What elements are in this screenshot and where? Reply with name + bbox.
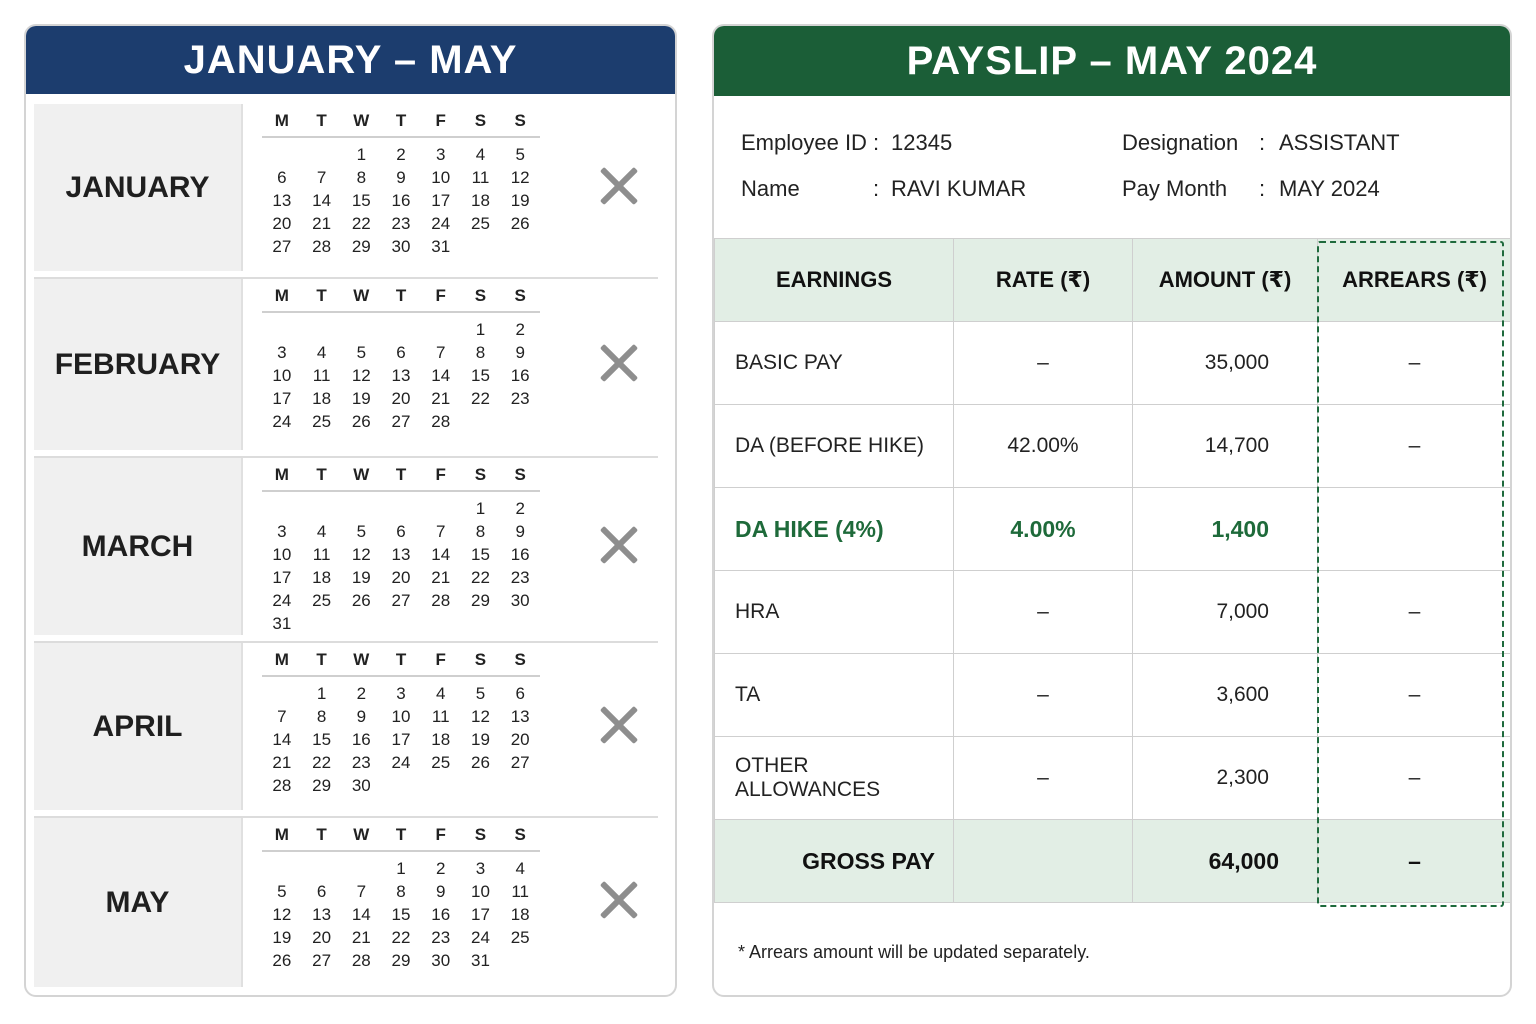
day-cell: 3 [475, 858, 486, 878]
day-cell: 9 [396, 167, 406, 187]
day-cell: 2 [515, 319, 525, 339]
week-row [262, 751, 540, 774]
day-cell: 13 [510, 706, 530, 726]
name-value: RAVI KUMAR [891, 176, 1027, 201]
earning-name: DA (BEFORE HIKE) [715, 405, 954, 488]
day-cell: 2 [396, 144, 406, 164]
day-cell: 30 [351, 775, 371, 795]
day-cell: 6 [396, 342, 406, 362]
day-cell: 19 [470, 729, 490, 749]
day-cell: 25 [470, 213, 490, 233]
month-name: MARCH [34, 458, 241, 635]
day-cell: 15 [391, 904, 411, 924]
weekday-header [262, 281, 540, 313]
weekday-label: M [274, 650, 289, 669]
weekday-label: S [474, 825, 487, 844]
table-row-highlight [715, 488, 1512, 571]
day-cell: 30 [431, 950, 451, 970]
day-cell: 10 [272, 365, 292, 385]
day-cell: 25 [312, 590, 332, 610]
weekday-label: T [316, 825, 327, 844]
day-cell: 26 [470, 752, 490, 772]
day-cell: 15 [312, 729, 332, 749]
day-cell: 15 [470, 365, 490, 385]
day-cell: 20 [510, 729, 530, 749]
week-row [262, 387, 540, 410]
weekday-header [262, 460, 540, 492]
day-cell: 12 [272, 904, 292, 924]
day-cell: 14 [272, 729, 292, 749]
day-cell: 17 [470, 904, 490, 924]
day-cell: 8 [475, 342, 486, 362]
day-cell: 2 [515, 498, 525, 518]
day-cell: 11 [471, 167, 490, 187]
weekday-header [262, 645, 540, 677]
day-cell: 14 [431, 365, 451, 385]
mini-calendar [262, 281, 540, 433]
weekday-label: W [353, 650, 370, 669]
day-cell: 27 [391, 411, 411, 431]
week-row [262, 497, 540, 520]
week-row [262, 589, 540, 612]
day-cell: 18 [431, 729, 451, 749]
day-cell: 23 [431, 927, 451, 947]
earning-amount: 35,000 [1133, 322, 1318, 405]
weekday-label: T [395, 286, 407, 305]
day-cell: 20 [272, 213, 292, 233]
designation-label: Designation [1122, 130, 1239, 155]
day-cell: 9 [436, 881, 446, 901]
day-cell: 23 [510, 567, 530, 587]
table-row [715, 654, 1512, 737]
table-row [715, 571, 1512, 654]
day-cell: 22 [470, 567, 490, 587]
month-block-march [34, 458, 658, 643]
close-icon [599, 343, 639, 383]
day-cell: 22 [470, 388, 490, 408]
payslip-panel [712, 24, 1512, 997]
day-cell: 6 [515, 683, 525, 703]
weekday-label: T [316, 465, 327, 484]
week-row [262, 926, 540, 949]
day-cell: 8 [316, 706, 327, 726]
day-cell: 31 [470, 950, 490, 970]
day-cell: 16 [510, 544, 530, 564]
weekday-label: T [395, 650, 407, 669]
day-cell: 11 [312, 544, 331, 564]
day-cell: 1 [316, 683, 327, 703]
pay-month-label: Pay Month [1122, 176, 1228, 201]
weekday-label: S [474, 111, 487, 130]
day-cell: 18 [510, 904, 530, 924]
weekday-label: S [474, 286, 487, 305]
day-cell: 20 [391, 567, 411, 587]
day-cell: 15 [351, 190, 371, 210]
day-cell: 17 [272, 567, 292, 587]
earning-arrears: – [1318, 737, 1512, 820]
weekday-label: T [316, 650, 327, 669]
column-header-earnings: EARNINGS [715, 239, 954, 322]
pay-month-value: MAY 2024 [1279, 176, 1380, 201]
day-cell: 19 [272, 927, 292, 947]
designation-value: ASSISTANT [1279, 130, 1400, 155]
day-cell: 4 [316, 342, 327, 362]
week-row [262, 774, 540, 797]
day-cell: 26 [351, 411, 371, 431]
day-cell: 27 [312, 950, 332, 970]
day-cell: 25 [510, 927, 530, 947]
close-icon [599, 525, 639, 565]
day-cell: 10 [391, 706, 411, 726]
earning-rate: – [954, 322, 1133, 405]
week-row [262, 189, 540, 212]
day-cell: 20 [391, 388, 411, 408]
earning-rate: – [954, 654, 1133, 737]
day-cell: 24 [272, 590, 292, 610]
weekday-label: S [514, 286, 526, 305]
day-cell: 13 [272, 190, 292, 210]
earning-arrears [1318, 488, 1512, 571]
month-name: FEBRUARY [34, 279, 241, 450]
day-cell: 12 [470, 706, 490, 726]
day-cell: 25 [431, 752, 451, 772]
day-cell: 13 [391, 365, 411, 385]
month-name: JANUARY [34, 104, 241, 271]
day-cell: 29 [470, 590, 490, 610]
weekday-label: T [395, 111, 407, 130]
table-row [715, 405, 1512, 488]
week-row [262, 949, 540, 972]
earning-arrears: – [1318, 571, 1512, 654]
day-cell: 10 [431, 167, 451, 187]
weekday-label: T [395, 465, 407, 484]
day-cell: 9 [356, 706, 367, 726]
earning-rate: 4.00% [954, 488, 1133, 571]
day-cell: 18 [312, 567, 332, 587]
day-cell: 28 [312, 236, 332, 256]
day-cell: 4 [515, 858, 525, 878]
day-cell: 11 [431, 706, 450, 726]
day-cell: 9 [515, 342, 525, 362]
day-cell: 16 [510, 365, 530, 385]
week-row [262, 212, 540, 235]
day-cell: 22 [351, 213, 371, 233]
mini-calendar [262, 460, 540, 635]
mini-calendar [262, 106, 540, 258]
day-cell: 19 [351, 567, 371, 587]
day-cell: 8 [356, 167, 367, 187]
weekday-label: F [435, 825, 446, 844]
weekday-label: F [435, 286, 446, 305]
earning-amount: 1,400 [1133, 488, 1318, 571]
earning-arrears: – [1318, 405, 1512, 488]
day-cell: 8 [475, 521, 486, 541]
day-cell: 21 [431, 567, 451, 587]
weekday-label: F [435, 111, 446, 130]
employee-info [714, 96, 1510, 238]
day-cell: 21 [351, 927, 371, 947]
day-cell: 4 [436, 683, 446, 703]
close-icon [599, 880, 639, 920]
day-cell: 26 [510, 213, 530, 233]
weekday-label: W [353, 111, 370, 130]
table-row [715, 737, 1512, 820]
close-icon [599, 705, 639, 745]
day-cell: 1 [475, 498, 486, 518]
employee-id-colon: : [873, 130, 880, 155]
weekday-header [262, 106, 540, 138]
earning-arrears: – [1318, 654, 1512, 737]
weekday-label: S [514, 465, 526, 484]
day-cell: 24 [431, 213, 451, 233]
day-cell: 24 [470, 927, 490, 947]
earning-arrears: – [1318, 322, 1512, 405]
day-cell: 3 [277, 342, 287, 362]
day-cell: 14 [312, 190, 332, 210]
earning-amount: 7,000 [1133, 571, 1318, 654]
calendar-title: JANUARY – MAY [26, 26, 675, 94]
day-cell: 23 [391, 213, 411, 233]
day-cell: 5 [515, 144, 525, 164]
month-block-april [34, 643, 658, 818]
day-cell: 28 [351, 950, 371, 970]
day-cell: 12 [351, 544, 371, 564]
weekday-label: S [474, 650, 487, 669]
earning-name: DA HIKE (4%) [715, 488, 954, 571]
day-cell: 14 [351, 904, 371, 924]
day-cell: 5 [356, 342, 367, 362]
day-cell: 7 [316, 167, 327, 187]
weekday-label: M [274, 111, 289, 130]
day-cell: 6 [396, 521, 406, 541]
weekday-label: S [514, 825, 526, 844]
earning-rate: – [954, 571, 1133, 654]
day-cell: 30 [510, 590, 530, 610]
day-cell: 27 [272, 236, 292, 256]
day-cell: 28 [272, 775, 292, 795]
day-cell: 5 [277, 881, 287, 901]
week-row [262, 166, 540, 189]
weekday-header [262, 820, 540, 852]
weekday-label: F [435, 650, 446, 669]
earning-amount: 14,700 [1133, 405, 1318, 488]
employee-id-value: 12345 [891, 130, 953, 155]
earning-name: BASIC PAY [715, 322, 954, 405]
earning-amount: 3,600 [1133, 654, 1318, 737]
day-cell: 10 [470, 881, 490, 901]
day-cell: 1 [396, 858, 406, 878]
day-cell: 7 [356, 881, 367, 901]
weekday-label: S [514, 111, 526, 130]
day-cell: 11 [511, 881, 529, 901]
week-row [262, 341, 540, 364]
day-cell: 4 [316, 521, 327, 541]
month-name: MAY [34, 818, 241, 987]
day-cell: 28 [431, 590, 451, 610]
weekday-label: M [274, 825, 289, 844]
month-block-january [34, 104, 658, 279]
day-cell: 17 [391, 729, 411, 749]
day-cell: 18 [312, 388, 332, 408]
day-cell: 5 [356, 521, 367, 541]
designation-colon: : [1259, 130, 1266, 155]
day-cell: 3 [396, 683, 406, 703]
day-cell: 30 [391, 236, 411, 256]
week-row [262, 364, 540, 387]
day-cell: 19 [351, 388, 371, 408]
day-cell: 3 [436, 144, 446, 164]
day-cell: 13 [391, 544, 411, 564]
day-cell: 12 [351, 365, 371, 385]
weekday-label: S [514, 650, 526, 669]
day-cell: 24 [391, 752, 411, 772]
week-row [262, 410, 540, 433]
earning-name: HRA [715, 571, 954, 654]
name-colon: : [873, 176, 880, 201]
day-cell: 31 [272, 613, 292, 633]
day-cell: 27 [510, 752, 530, 772]
gross-pay-arrears: – [1318, 820, 1512, 903]
weekday-label: W [353, 825, 370, 844]
day-cell: 4 [475, 144, 486, 164]
name-label: Name [741, 176, 800, 201]
week-row [262, 566, 540, 589]
gross-pay-amount: 64,000 [1133, 820, 1318, 903]
mini-calendar [262, 645, 540, 797]
day-cell: 6 [277, 167, 287, 187]
day-cell: 7 [436, 342, 446, 362]
footnote: * Arrears amount will be updated separately. [738, 942, 1090, 962]
day-cell: 12 [510, 167, 530, 187]
day-cell: 31 [431, 236, 451, 256]
weekday-label: S [474, 465, 487, 484]
day-cell: 19 [510, 190, 530, 210]
employee-id-label: Employee ID [741, 130, 867, 155]
weekday-label: W [353, 286, 370, 305]
day-cell: 9 [515, 521, 525, 541]
week-row [262, 520, 540, 543]
day-cell: 24 [272, 411, 292, 431]
day-cell: 10 [272, 544, 292, 564]
weekday-label: T [395, 825, 407, 844]
day-cell: 29 [351, 236, 371, 256]
gross-pay-label: GROSS PAY [715, 820, 954, 903]
day-cell: 3 [277, 521, 287, 541]
earning-rate: 42.00% [954, 405, 1133, 488]
earning-amount: 2,300 [1133, 737, 1318, 820]
day-cell: 21 [431, 388, 451, 408]
day-cell: 14 [431, 544, 451, 564]
month-name: APRIL [34, 643, 241, 810]
week-row [262, 318, 540, 341]
week-row [262, 880, 540, 903]
week-row [262, 857, 540, 880]
day-cell: 13 [312, 904, 332, 924]
day-cell: 16 [391, 190, 411, 210]
day-cell: 2 [436, 858, 446, 878]
calendar-panel [24, 24, 677, 997]
week-row [262, 235, 540, 258]
day-cell: 11 [312, 365, 331, 385]
weekday-label: W [353, 465, 370, 484]
day-cell: 25 [312, 411, 332, 431]
day-cell: 5 [475, 683, 486, 703]
gross-pay-row [715, 820, 1512, 903]
gross-pay-rate [954, 820, 1133, 903]
day-cell: 27 [391, 590, 411, 610]
earnings-table [714, 238, 1512, 903]
table-header-row [715, 239, 1512, 322]
day-cell: 23 [351, 752, 371, 772]
day-cell: 16 [351, 729, 371, 749]
day-cell: 21 [272, 752, 292, 772]
day-cell: 17 [431, 190, 451, 210]
week-row [262, 728, 540, 751]
day-cell: 26 [272, 950, 292, 970]
day-cell: 29 [391, 950, 411, 970]
weekday-label: T [316, 111, 327, 130]
table-row [715, 322, 1512, 405]
month-block-february [34, 279, 658, 458]
day-cell: 17 [272, 388, 292, 408]
weekday-label: F [435, 465, 446, 484]
week-row [262, 705, 540, 728]
weekday-label: M [274, 465, 289, 484]
earning-name: OTHER ALLOWANCES [715, 737, 954, 820]
week-row [262, 612, 540, 635]
day-cell: 1 [356, 144, 367, 164]
weekday-label: T [316, 286, 327, 305]
pay-month-colon: : [1259, 176, 1266, 201]
day-cell: 1 [475, 319, 486, 339]
mini-calendar [262, 820, 540, 972]
week-row [262, 143, 540, 166]
day-cell: 7 [436, 521, 446, 541]
earning-rate: – [954, 737, 1133, 820]
weekday-label: M [274, 286, 289, 305]
day-cell: 22 [391, 927, 411, 947]
day-cell: 26 [351, 590, 371, 610]
day-cell: 29 [312, 775, 332, 795]
day-cell: 23 [510, 388, 530, 408]
day-cell: 2 [356, 683, 367, 703]
week-row [262, 682, 540, 705]
day-cell: 7 [277, 706, 287, 726]
day-cell: 16 [431, 904, 451, 924]
day-cell: 20 [312, 927, 332, 947]
earning-name: TA [715, 654, 954, 737]
day-cell: 18 [470, 190, 490, 210]
day-cell: 6 [316, 881, 327, 901]
day-cell: 21 [312, 213, 332, 233]
day-cell: 22 [312, 752, 332, 772]
payslip-title: PAYSLIP – MAY 2024 [714, 26, 1510, 96]
month-block-may [34, 818, 658, 993]
day-cell: 8 [396, 881, 406, 901]
day-cell: 28 [431, 411, 451, 431]
week-row [262, 543, 540, 566]
close-icon [599, 166, 639, 206]
day-cell: 15 [470, 544, 490, 564]
column-header-amount: AMOUNT (₹) [1133, 239, 1318, 322]
week-row [262, 903, 540, 926]
column-header-arrears: ARREARS (₹) [1318, 239, 1512, 322]
column-header-rate: RATE (₹) [954, 239, 1133, 322]
